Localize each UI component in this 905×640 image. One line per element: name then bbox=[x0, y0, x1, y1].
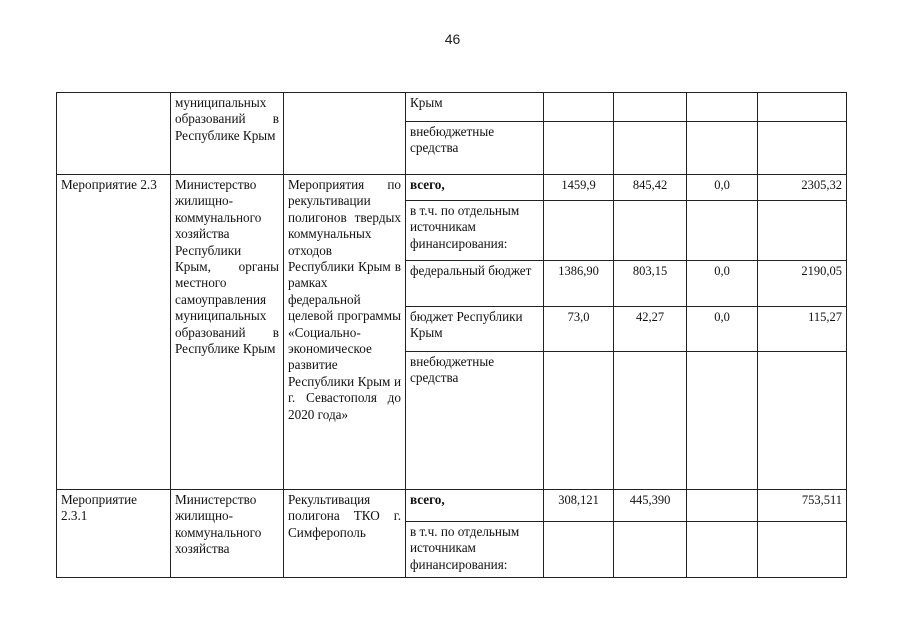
value-cell: 0,0 bbox=[687, 261, 758, 307]
value-cell bbox=[687, 201, 758, 261]
activity-code-cell: Мероприятие 2.3 bbox=[57, 175, 171, 490]
program-activities-table bbox=[56, 92, 847, 578]
value-cell: 1386,90 bbox=[544, 261, 614, 307]
responsible-cell: муниципальных образований в Республике Крым bbox=[171, 93, 284, 175]
value-cell bbox=[614, 122, 687, 175]
funding-source-cell: Крым bbox=[406, 93, 544, 122]
value-cell: 308,121 bbox=[544, 490, 614, 522]
table-row bbox=[57, 175, 847, 201]
value-cell bbox=[544, 352, 614, 490]
value-cell bbox=[614, 352, 687, 490]
value-cell: 445,390 bbox=[614, 490, 687, 522]
value-cell bbox=[687, 122, 758, 175]
funding-source-cell: бюджет Республики Крым bbox=[406, 307, 544, 352]
funding-source-cell: в т.ч. по отдельным источникам финансирования: bbox=[406, 201, 544, 261]
value-cell bbox=[687, 522, 758, 578]
value-cell: 2190,05 bbox=[758, 261, 847, 307]
description-cell bbox=[284, 93, 406, 175]
value-cell bbox=[687, 490, 758, 522]
value-cell bbox=[758, 522, 847, 578]
value-cell bbox=[687, 352, 758, 490]
total-label-cell: всего, bbox=[406, 175, 544, 201]
funding-source-cell: в т.ч. по отдельным источникам финансирования: bbox=[406, 522, 544, 578]
value-cell bbox=[614, 201, 687, 261]
description-cell: Рекультивация полигона ТКО г. Симферополь bbox=[284, 490, 406, 578]
value-cell bbox=[544, 522, 614, 578]
value-cell: 2305,32 bbox=[758, 175, 847, 201]
funding-source-cell: внебюджетные средства bbox=[406, 122, 544, 175]
value-cell: 845,42 bbox=[614, 175, 687, 201]
table-row bbox=[57, 93, 847, 122]
description-cell: Мероприятия по рекультивации полигонов твердых коммунальных отходов Республики Крым в рамках федеральной целевой программы «Социально-экономическое развитие Республики Крым и г. Севастополя до 2020 года» bbox=[284, 175, 406, 490]
value-cell: 1459,9 bbox=[544, 175, 614, 201]
funding-source-cell: внебюджетные средства bbox=[406, 352, 544, 490]
value-cell bbox=[758, 93, 847, 122]
page-number: 46 bbox=[444, 31, 461, 47]
value-cell: 115,27 bbox=[758, 307, 847, 352]
value-cell bbox=[544, 201, 614, 261]
value-cell: 73,0 bbox=[544, 307, 614, 352]
value-cell bbox=[544, 93, 614, 122]
value-cell: 753,511 bbox=[758, 490, 847, 522]
table-row bbox=[57, 490, 847, 522]
value-cell bbox=[758, 201, 847, 261]
value-cell: 0,0 bbox=[687, 307, 758, 352]
value-cell bbox=[614, 93, 687, 122]
value-cell: 803,15 bbox=[614, 261, 687, 307]
activity-code-cell: Мероприятие 2.3.1 bbox=[57, 490, 171, 578]
responsible-cell: Министерство жилищно-коммунального хозяйства bbox=[171, 490, 284, 578]
value-cell bbox=[758, 352, 847, 490]
value-cell: 0,0 bbox=[687, 175, 758, 201]
responsible-cell: Министерство жилищно-коммунального хозяйства Республики Крым, органы местного самоуправления муниципальных образований в Республике Крым bbox=[171, 175, 284, 490]
value-cell bbox=[544, 122, 614, 175]
activity-code-cell bbox=[57, 93, 171, 175]
total-label-cell: всего, bbox=[406, 490, 544, 522]
value-cell bbox=[687, 93, 758, 122]
value-cell: 42,27 bbox=[614, 307, 687, 352]
funding-source-cell: федеральный бюджет bbox=[406, 261, 544, 307]
value-cell bbox=[614, 522, 687, 578]
value-cell bbox=[758, 122, 847, 175]
